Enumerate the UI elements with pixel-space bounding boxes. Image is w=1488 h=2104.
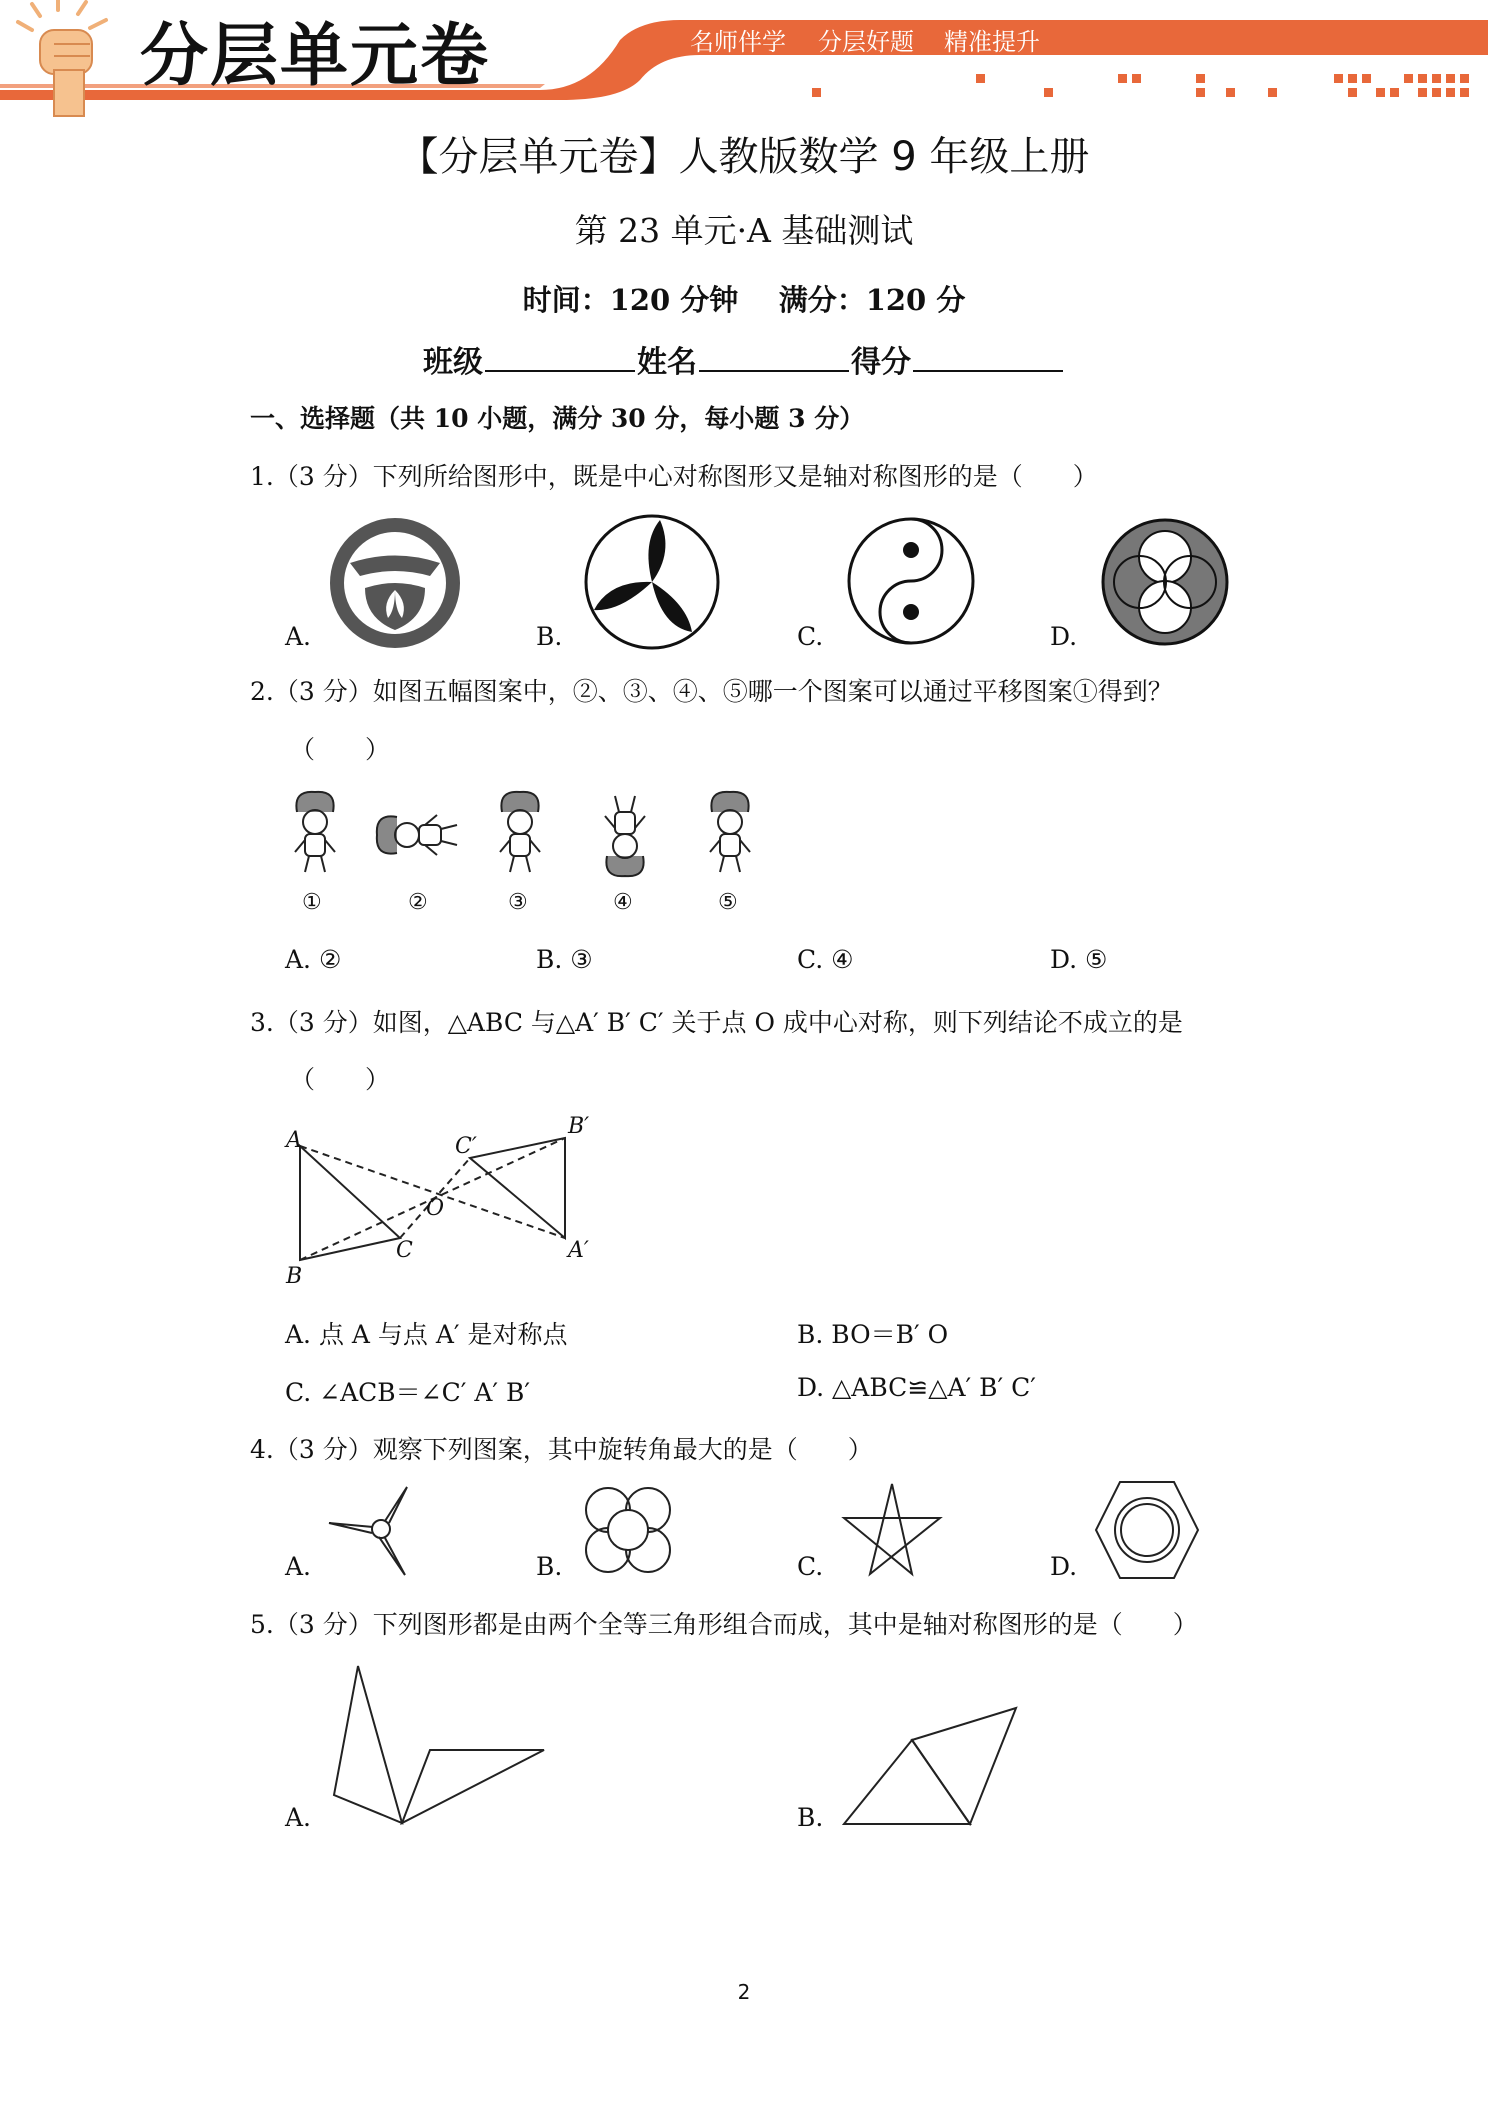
fist-logo-icon	[10, 0, 130, 120]
q3-option-a[interactable]: A. 点 A 与点 A′ 是对称点	[285, 1320, 568, 1349]
q3-label-b-prime: B′	[568, 1114, 590, 1139]
class-blank[interactable]	[485, 340, 635, 372]
q1-option-c[interactable]: C.	[797, 622, 824, 651]
question-1-text: 1.（3 分）下列所给图形中，既是中心对称图形又是轴对称图形的是（ ）	[250, 462, 1098, 491]
q3-option-d[interactable]: D. △ABC≌△A′ B′ C′	[797, 1373, 1036, 1402]
q2-fig-label-5: ⑤	[718, 890, 738, 915]
q2-fig-label-1: ①	[302, 890, 322, 915]
slogan-1: 名师伴学	[690, 28, 786, 56]
time-score-line: 时间：120 分钟 满分：120 分	[522, 283, 966, 317]
q3-option-c[interactable]: C. ∠ACB＝∠C′ A′ B′	[285, 1378, 531, 1407]
question-4-text: 4.（3 分）观察下列图案，其中旋转角最大的是（ ）	[250, 1435, 873, 1464]
q2-fig-label-2: ②	[408, 890, 428, 915]
q1-option-d[interactable]: D.	[1050, 622, 1078, 651]
mascot-2-icon	[377, 815, 457, 855]
score-blank[interactable]	[913, 340, 1063, 372]
q2-fig-label-3: ③	[508, 890, 528, 915]
q4-figure-d-icon	[1092, 1478, 1202, 1582]
question-3-paren: （ ）	[290, 1065, 391, 1094]
slogan-2: 分层好题	[818, 28, 914, 56]
q2-fig-label-4: ④	[613, 890, 633, 915]
question-2-text: 2.（3 分）如图五幅图案中，②、③、④、⑤哪一个图案可以通过平移图案①得到？	[250, 677, 1173, 706]
q2-option-d[interactable]: D. ⑤	[1050, 945, 1108, 974]
q4-option-a[interactable]: A.	[285, 1552, 312, 1581]
q2-option-b[interactable]: B. ③	[536, 945, 593, 974]
page-header	[0, 0, 1488, 125]
q1-figure-c-icon	[845, 515, 977, 647]
slogan-3: 精准提升	[944, 28, 1040, 56]
q4-option-d[interactable]: D.	[1050, 1552, 1078, 1581]
question-5-text: 5.（3 分）下列图形都是由两个全等三角形组合而成，其中是轴对称图形的是（ ）	[250, 1610, 1198, 1639]
q3-label-o: O	[426, 1196, 445, 1221]
q1-option-b[interactable]: B.	[536, 622, 563, 651]
brand-title: 分层单元卷	[140, 17, 491, 96]
q2-option-c[interactable]: C. ④	[797, 945, 854, 974]
mascot-1-icon	[295, 792, 335, 872]
mascot-5-icon	[710, 792, 750, 872]
q5-figure-b-icon	[840, 1700, 1020, 1830]
section-heading: 一、选择题（共 10 小题，满分 30 分，每小题 3 分）	[250, 404, 865, 433]
score-label: 得分	[851, 345, 911, 380]
question-2-paren: （ ）	[290, 735, 391, 764]
q3-label-a: A	[286, 1128, 302, 1153]
student-info-line	[0, 337, 1488, 381]
q3-label-c-prime: C′	[455, 1134, 477, 1159]
page-number: 2	[737, 1980, 751, 2004]
q5-figure-a-icon	[330, 1660, 550, 1830]
q4-figure-b-icon	[578, 1480, 678, 1580]
q3-option-b[interactable]: B. BO＝B′ O	[797, 1320, 949, 1349]
q3-label-a-prime: A′	[568, 1238, 589, 1263]
q1-figure-d-icon	[1098, 515, 1232, 649]
q1-figure-a-icon	[330, 518, 460, 648]
q3-label-b: B	[286, 1264, 303, 1289]
class-label: 班级	[423, 345, 483, 380]
q1-figure-b-icon	[582, 512, 722, 652]
q4-figure-c-icon	[840, 1480, 945, 1580]
q5-option-a[interactable]: A.	[285, 1803, 312, 1832]
mascot-3-icon	[500, 792, 540, 872]
q1-option-a[interactable]: A.	[285, 622, 312, 651]
name-label: 姓名	[637, 345, 697, 380]
page-subtitle: 第 23 单元·A 基础测试	[574, 211, 914, 250]
q5-option-b[interactable]: B.	[797, 1803, 824, 1832]
q3-label-c: C	[396, 1238, 413, 1263]
q4-figure-a-icon	[325, 1483, 415, 1578]
q4-option-c[interactable]: C.	[797, 1552, 824, 1581]
mascot-4-icon	[605, 796, 645, 876]
q4-option-b[interactable]: B.	[536, 1552, 563, 1581]
q2-option-a[interactable]: A. ②	[285, 945, 342, 974]
question-3-text: 3.（3 分）如图，△ABC 与△A′ B′ C′ 关于点 O 成中心对称，则下列结论不成立的是	[250, 1008, 1183, 1037]
name-blank[interactable]	[699, 340, 849, 372]
page-title: 【分层单元卷】人教版数学 9 年级上册	[398, 134, 1090, 180]
